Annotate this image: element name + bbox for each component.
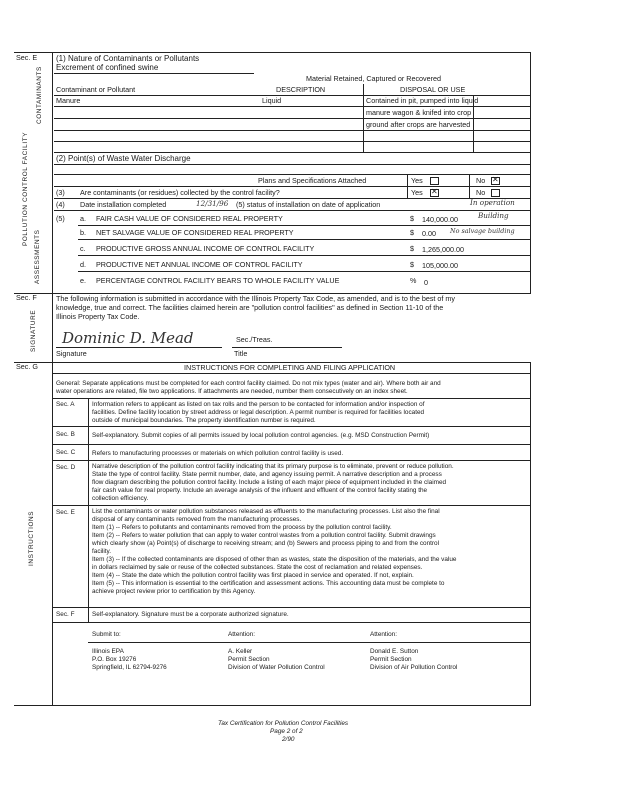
- item-5d-letter: d.: [80, 260, 86, 269]
- submit-to-header: Submit to:: [92, 631, 121, 638]
- plans-yes-label: Yes: [411, 176, 423, 185]
- item-3-no-checkbox[interactable]: [491, 189, 500, 197]
- col-disposal-header: DISPOSAL OR USE: [400, 85, 466, 94]
- col-description-header: DESCRIPTION: [276, 85, 326, 94]
- instr-sec-e-line-9: Item (4) -- State the date which the pollution control facility was first placed in service and operated. If not, explain.: [92, 572, 414, 579]
- submit-col3-line2: Permit Section: [370, 656, 412, 663]
- item-5e-letter: e.: [80, 276, 86, 285]
- plans-no-label: No: [476, 176, 486, 185]
- item-5e-prefix: %: [410, 276, 417, 285]
- item-3-question: Are contaminants (or residues) collected by the control facility?: [80, 188, 280, 197]
- item-5-num: (5): [56, 214, 65, 223]
- signature[interactable]: Dominic D. Mead: [62, 329, 194, 347]
- item-5a-label: FAIR CASH VALUE OF CONSIDERED REAL PROPERTY: [96, 214, 283, 223]
- instr-sec-f-line-1: Self-explanatory. Signature must be a corporate authorized signature.: [92, 611, 289, 618]
- item-5a-value[interactable]: 140,000.00: [422, 215, 458, 224]
- item-4-status-label: (5) status of installation on date of application: [236, 200, 381, 209]
- instr-sec-a-label: Sec. A: [56, 401, 75, 408]
- instr-sec-b-label: Sec. B: [56, 431, 75, 438]
- instr-sec-d-label: Sec. D: [56, 464, 76, 471]
- submit-col1-line3: Springfield, IL 62794-9276: [92, 664, 167, 671]
- submit-col3-line1: Donald E. Sutton: [370, 648, 419, 655]
- sec-f-text-2: knowledge, true and correct. The facilities claimed herein are "pollution control facilities" as defined in Section 11-10 of the: [56, 303, 444, 312]
- item-4-num: (4): [56, 200, 65, 209]
- material-header: Material Retained, Captured or Recovered: [306, 74, 442, 83]
- item-4-status-value[interactable]: In operation: [470, 198, 515, 207]
- contaminants-side-label: CONTAMINANTS: [36, 66, 43, 124]
- instr-sec-c-label: Sec. C: [56, 449, 76, 456]
- item-4-label: Date installation completed: [80, 200, 167, 209]
- title-label: Title: [234, 349, 248, 358]
- instr-sec-d-line-1: Narrative description of the pollution control facility indicating that its primary purpose is to eliminate, prevent or reduce pollution.: [92, 463, 454, 470]
- signature-side-label: SIGNATURE: [30, 309, 37, 352]
- item-5c-label: PRODUCTIVE GROSS ANNUAL INCOME OF CONTROL FACILITY: [96, 244, 315, 253]
- plans-specs-label: Plans and Specifications Attached: [258, 176, 367, 185]
- title-value[interactable]: Sec./Treas.: [236, 335, 273, 344]
- item-3-num: (3): [56, 188, 65, 197]
- item-4-date[interactable]: 12/31/96: [196, 199, 229, 208]
- item-5b-letter: b.: [80, 228, 86, 237]
- pollution-control-side-label: POLLUTION CONTROL FACILITY: [22, 131, 29, 246]
- plans-no-checkbox[interactable]: ✕: [492, 175, 499, 184]
- item-5b-prefix: $: [410, 228, 414, 237]
- instr-sec-b-line-1: Self-explanatory. Submit copies of all permits issued by local pollution control agencies. (e.g. MSD Construction Permit): [92, 432, 430, 439]
- instr-sec-a-line-3: outside of municipal boundaries. The property identification number is required.: [92, 417, 316, 424]
- sec-e-label: Sec. E: [16, 53, 38, 62]
- instr-sec-d-line-5: collection efficiency.: [92, 495, 149, 502]
- row-disposal-1: Contained in pit, pumped into liquid: [366, 96, 479, 105]
- submit-col2-line1: A. Keller: [228, 648, 253, 655]
- instr-sec-e-line-2: disposal of any contaminants removed from the manufacturing processes.: [92, 516, 302, 523]
- sec-f-text-3: Illinois Property Tax Code.: [56, 312, 140, 321]
- item-5a-prefix: $: [410, 214, 414, 223]
- instructions-heading: INSTRUCTIONS FOR COMPLETING AND FILING APPLICATION: [184, 363, 396, 372]
- item-5d-prefix: $: [410, 260, 414, 269]
- item-5e-label: PERCENTAGE CONTROL FACILITY BEARS TO WHOLE FACILITY VALUE: [96, 276, 340, 285]
- item-2-label: (2) Point(s) of Waste Water Discharge: [56, 154, 191, 163]
- instr-sec-e-line-4: Item (2) -- Refers to water pollution that can apply to water control wastes from a pollution control facility. Submit drawings: [92, 532, 436, 539]
- instr-sec-f-label: Sec. F: [56, 611, 75, 618]
- signature-label: Signature: [56, 349, 87, 358]
- col-contaminant-header: Contaminant or Pollutant: [56, 85, 136, 94]
- sec-g-label: Sec. G: [16, 362, 38, 371]
- instr-sec-d-line-4: fair cash value for real property. Include an average analysis of the influent and effluent of the control facility stating the: [92, 487, 428, 494]
- item-5e-value[interactable]: 0: [424, 278, 428, 287]
- item-3-no-label: No: [476, 188, 486, 197]
- instr-sec-e-line-6: facility.: [92, 548, 112, 555]
- item-3-yes-label: Yes: [411, 188, 423, 197]
- row-disposal-3: ground after crops are harvested: [366, 120, 471, 129]
- instructions-side-label: INSTRUCTIONS: [28, 510, 35, 566]
- instr-sec-e-line-10: Item (5) -- This information is essential to the certification and assessment actions. This accounting data must be complete to: [92, 580, 445, 587]
- row-disposal-2: manure wagon & knifed into crop: [366, 108, 472, 117]
- submit-col3-line3: Division of Air Pollution Control: [370, 664, 458, 671]
- item-5c-prefix: $: [410, 244, 414, 253]
- instr-sec-d-line-2: State the type of control facility. State permit number, date, and agency issuing permit. A narrative description and a process: [92, 471, 442, 478]
- item-1-subtext: Excrement of confined swine: [56, 63, 159, 72]
- instr-sec-e-line-5: which clearly show (a) Point(s) of discharge to receiving stream; and (b) Sewers and process piping to and from the control: [92, 540, 440, 547]
- instr-sec-e-label: Sec. E: [56, 509, 75, 516]
- item-5d-value[interactable]: 105,000.00: [422, 261, 458, 270]
- item-5c-letter: c.: [80, 244, 86, 253]
- footer-title: Tax Certification for Pollution Control Facilities: [218, 720, 349, 727]
- sec-f-label: Sec. F: [16, 293, 37, 302]
- attention-header-2: Attention:: [370, 631, 398, 638]
- instr-sec-e-line-3: Item (1) -- Refers to pollutants and contaminants removed from the process by the pollution control facility.: [92, 524, 392, 531]
- assessments-side-label: ASSESSMENTS: [34, 229, 41, 284]
- instr-sec-e-line-8: in dollars reclaimed by sale or reuse of the collected substances. State the cost of reclamation and related expenses.: [92, 564, 423, 571]
- item-1-label: (1) Nature of Contaminants or Pollutants: [56, 54, 200, 63]
- instr-sec-e-line-7: Item (3) -- If the collected contaminants are disposed of other than as wastes, state the disposition of the materials, and the value: [92, 556, 457, 563]
- footer-page: Page 2 of 2: [270, 728, 303, 735]
- item-5b-label: NET SALVAGE VALUE OF CONSIDERED REAL PROPERTY: [96, 228, 294, 237]
- item-5b-note[interactable]: No salvage building: [450, 227, 515, 235]
- instr-sec-d-line-3: flow diagram describing the pollution control facility. Include a listing of each major piece of equipment included in the claimed: [92, 479, 447, 486]
- row-contaminant: Manure: [56, 96, 81, 105]
- item-5a-note[interactable]: Building: [478, 211, 509, 220]
- instr-sec-a-line-1: Information refers to applicant as listed on tax rolls and the person to be contacted for information and/or inspection of: [92, 401, 425, 408]
- item-5d-label: PRODUCTIVE NET ANNUAL INCOME OF CONTROL FACILITY: [96, 260, 303, 269]
- row-description: Liquid: [262, 96, 282, 105]
- instr-sec-e-line-11: achieve project review prior to certification by this Agency.: [92, 588, 256, 595]
- item-5c-value[interactable]: 1,265,000.00: [422, 245, 464, 254]
- sec-f-text-1: The following information is submitted in accordance with the Illinois Property Tax Code, as amended, and is to the best of my: [56, 294, 455, 303]
- submit-col2-line3: Division of Water Pollution Control: [228, 664, 325, 671]
- plans-yes-checkbox[interactable]: [430, 177, 439, 185]
- submit-col1-line2: P.O. Box 19276: [92, 656, 137, 663]
- item-5a-letter: a.: [80, 214, 86, 223]
- attention-header-1: Attention:: [228, 631, 256, 638]
- instr-sec-a-line-2: facilities. Define facility location by street address or legal description. A permit number is required for facilities located: [92, 409, 425, 416]
- instr-sec-e-line-1: List the contaminants or water pollution substances released as effluents to the manufacturing processes. List also the final: [92, 508, 440, 515]
- item-3-yes-checkbox[interactable]: ✕: [431, 187, 438, 196]
- item-5b-value[interactable]: 0.00: [422, 229, 436, 238]
- submit-col1-line1: Illinois EPA: [92, 648, 124, 655]
- footer-date: 2/90: [282, 736, 295, 743]
- general-text-1: General: Separate applications must be completed for each control facility claimed. Do not mix types (water and air). Where both air and: [56, 380, 441, 387]
- general-text-2: water operations are related, file two applications. If attachments are needed, number them consecutively on an index sheet.: [56, 388, 408, 395]
- instr-sec-c-line-1: Refers to manufacturing processes or materials on which pollution control facility is used.: [92, 450, 344, 457]
- submit-col2-line2: Permit Section: [228, 656, 270, 663]
